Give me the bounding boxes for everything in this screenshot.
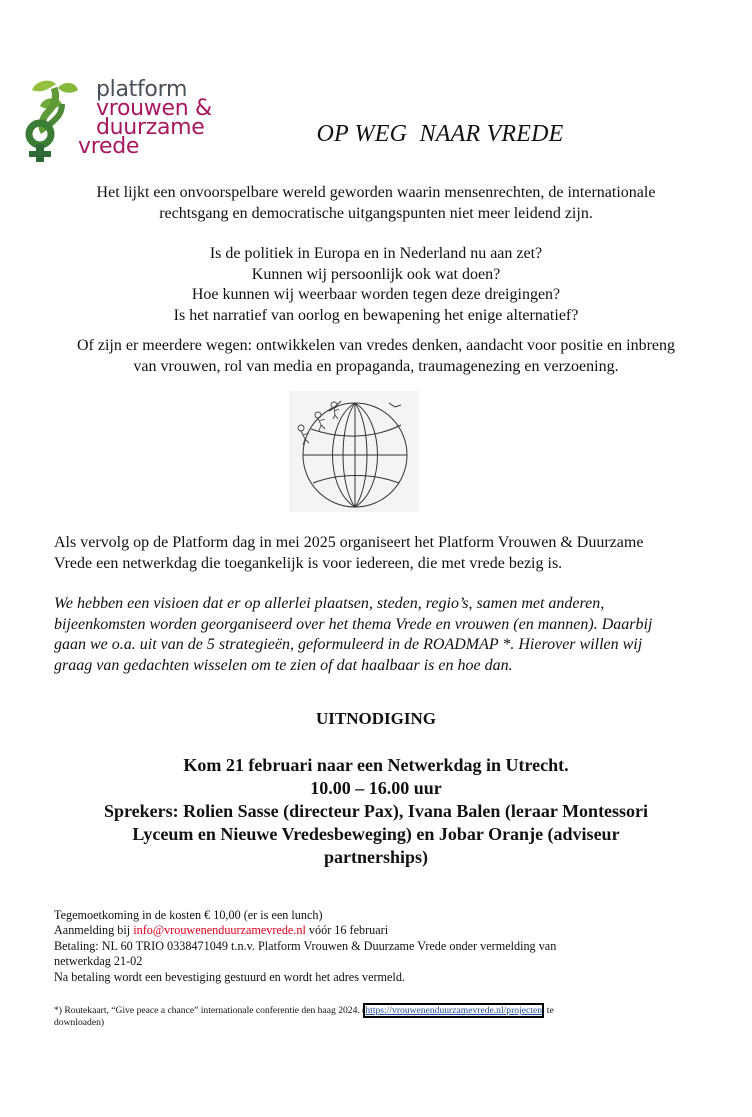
- registration-line: [54, 923, 674, 938]
- speakers-line: partnerships): [323, 847, 428, 867]
- vision-line: bijeenkomsten worden georganiseerd over het thema Vrede en vrouwen (en mannen). Daarbij: [54, 615, 653, 633]
- logo-text-vrede: vrede: [78, 134, 140, 159]
- logo-text-platform: platform: [96, 77, 188, 102]
- footnote-line: downloaden): [54, 1017, 105, 1028]
- confirmation-line: Na betaling wordt een bevestiging gestuurd en wordt het adres vermeld.: [54, 969, 405, 984]
- footnote: [54, 1005, 674, 1029]
- vision-paragraph: [54, 594, 694, 676]
- intro-line: rechtsgang en democratische uitgangspunten niet meer leidend zijn.: [159, 204, 593, 222]
- question-line: Is het narratief van oorlog en bewapening het enige alternatief?: [173, 306, 579, 324]
- invitation-heading: UITNODIGING: [316, 709, 436, 728]
- page-title: OP WEG NAAR VREDE: [316, 121, 564, 147]
- logo-text-vrouwen: vrouwen &: [96, 96, 212, 121]
- globe-drawing-icon: [289, 391, 419, 512]
- invitation-date-line: Kom 21 februari naar een Netwerkdag in Utrecht.: [183, 755, 569, 775]
- vision-line: gaan we o.a. uit van de 5 strategieën, geformuleerd in de ROADMAP *. Hierover willen wij: [54, 636, 643, 653]
- practical-info: [54, 908, 674, 985]
- options-line: Of zijn er meerdere wegen: ontwikkelen van vredes denken, aandacht voor positie en inbreng: [77, 337, 675, 354]
- globe-illustration: [289, 391, 419, 512]
- footnote-text: *) Routekaart, “Give peace a chance” internationale conferentie den haag 2024. (: [54, 1005, 366, 1016]
- registration-deadline: vóór 16 februari: [305, 923, 389, 938]
- question-line: Is de politiek in Europa en in Nederland nu aan zet?: [209, 245, 543, 262]
- registration-prefix: Aanmelding bij: [54, 923, 134, 938]
- footnote-suffix: , te: [542, 1005, 554, 1016]
- intro-paragraph: [40, 183, 712, 224]
- invitation-time: 10.00 – 16.00 uur: [310, 778, 442, 798]
- question-line: Kunnen wij persoonlijk ook wat doen?: [251, 265, 501, 283]
- speakers-line: Sprekers: Rolien Sasse (directeur Pax), Ivana Balen (leraar Montessori: [103, 801, 649, 821]
- cost-line: Tegemoetkoming in de kosten € 10,00 (er is een lunch): [54, 908, 323, 922]
- vision-line: We hebben een visioen dat er op allerlei plaatsen, steden, regio’s, samen met anderen,: [54, 595, 605, 612]
- followup-paragraph: [54, 533, 694, 574]
- email-link[interactable]: info@vrouwenenduurzamevrede.nl: [133, 923, 306, 938]
- intro-line: Het lijkt een onvoorspelbare wereld geworden waarin mensenrechten, de internationale: [96, 184, 656, 201]
- payment-line: Betaling: NL 60 TRIO 0338471049 t.n.v. Platform Vrouwen & Duurzame Vrede onder vermelding van: [54, 938, 557, 953]
- invitation-block: [40, 754, 712, 869]
- logo-text-duurzame: duurzame: [96, 115, 205, 140]
- followup-line: Als vervolg op de Platform dag in mei 2025 organiseert het Platform Vrouwen & Duurzame: [54, 534, 644, 551]
- payment-line: netwerkdag 21-02: [54, 954, 143, 969]
- projects-link[interactable]: https://vrouwenenduurzamevrede.nl/projecten: [365, 1005, 542, 1016]
- question-line: Hoe kunnen wij weerbaar worden tegen deze dreigingen?: [191, 286, 561, 303]
- options-paragraph: [40, 336, 712, 377]
- footnote-line: [54, 1005, 674, 1017]
- options-line: van vrouwen, rol van media en propaganda, traumagenezing en verzoening.: [133, 357, 619, 375]
- vision-line: graag van gedachten wisselen om te zien of dat haalbaar is en hoe dan.: [54, 656, 513, 674]
- followup-line: Vrede een netwerkdag die toegankelijk is voor iedereen, die met vrede bezig is.: [54, 554, 563, 572]
- questions-block: [40, 244, 712, 326]
- speakers-line: Lyceum en Nieuwe Vredesbeweging) en Jobar Oranje (adviseur: [132, 824, 620, 844]
